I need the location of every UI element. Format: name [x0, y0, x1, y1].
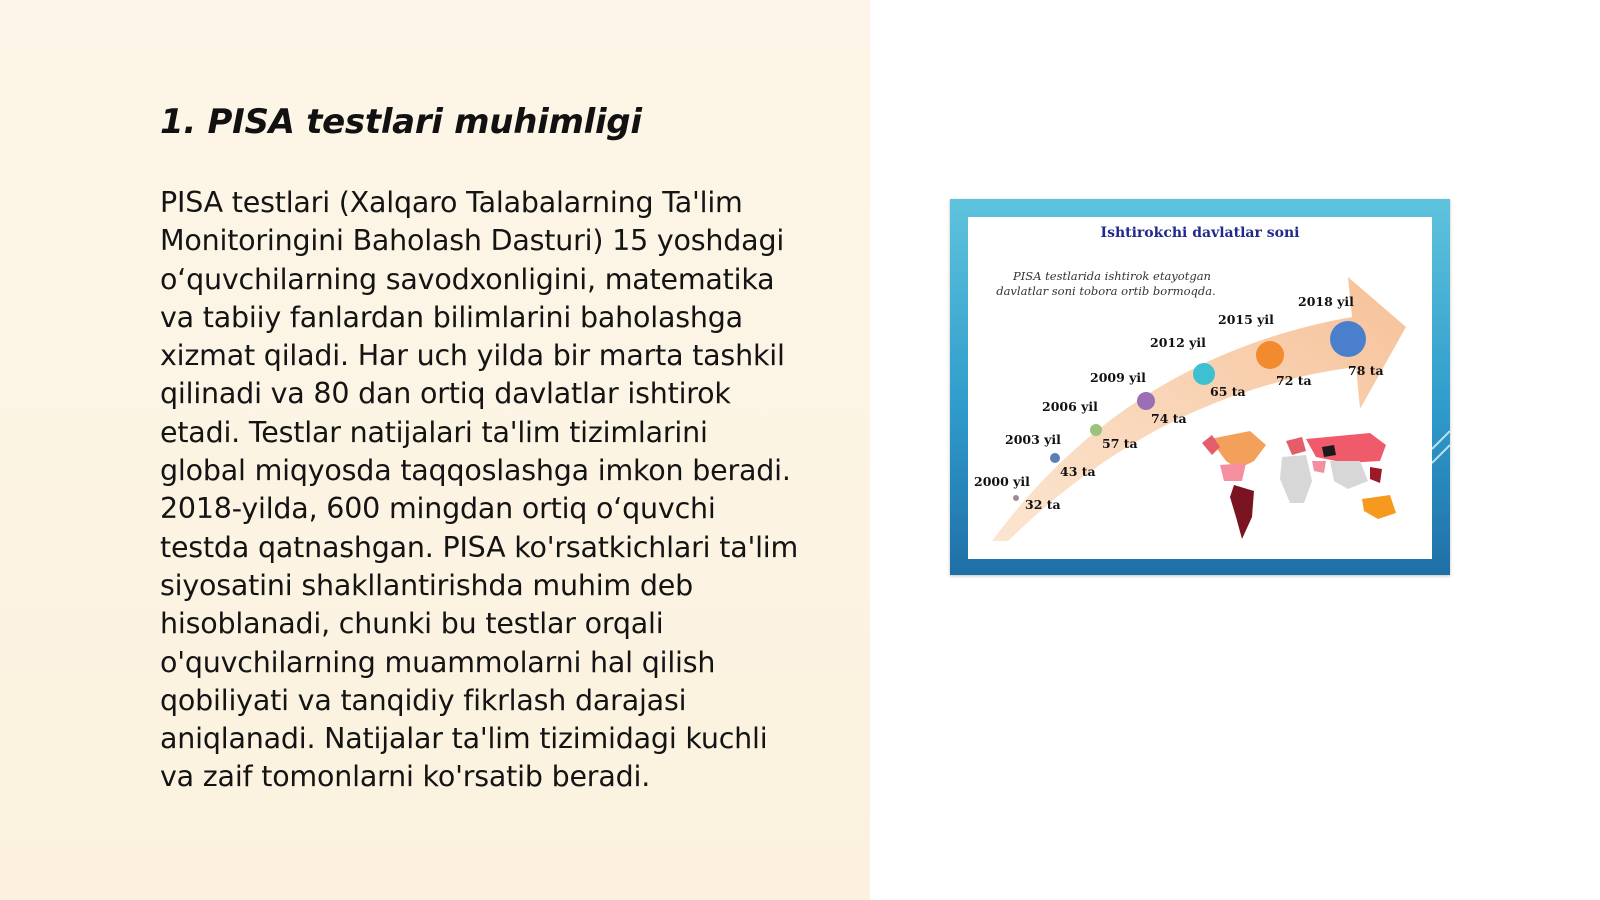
- infographic-svg: [950, 199, 1450, 575]
- year-label: 2012 yil: [1150, 335, 1206, 350]
- count-label: 57 ta: [1102, 436, 1138, 451]
- pisa-participation-infographic: [950, 199, 1450, 575]
- count-label: 72 ta: [1276, 373, 1312, 388]
- infographic-subtitle-line-1: PISA testlarida ishtirok etayotgan: [1013, 269, 1211, 283]
- count-label: 65 ta: [1210, 384, 1246, 399]
- body-line: qobiliyati va tanqidiy fikrlash darajasi: [160, 683, 687, 717]
- body-line: xizmat qiladi. Har uch yilda bir marta tashkil: [160, 339, 785, 373]
- count-label: 78 ta: [1348, 363, 1384, 378]
- count-label: 74 ta: [1151, 411, 1187, 426]
- data-point: [1050, 453, 1060, 463]
- data-point: [1256, 341, 1284, 369]
- decorative-streaks: [1432, 431, 1450, 463]
- body-paragraph: [160, 184, 840, 797]
- infographic-title: Ishtirokchi davlatlar soni: [1100, 225, 1300, 241]
- year-label: 2015 yil: [1218, 312, 1274, 327]
- body-line: PISA testlari (Xalqaro Talabalarning Ta'lim: [160, 186, 743, 219]
- data-point: [1013, 495, 1019, 501]
- year-label: 2018 yil: [1298, 294, 1354, 309]
- data-point: [1137, 392, 1155, 410]
- body-line: qilinadi va 80 dan ortiq davlatlar ishtirok: [160, 377, 731, 411]
- year-label: 2006 yil: [1042, 399, 1098, 414]
- body-line: etadi. Testlar natijalari ta'lim tizimlarini: [160, 415, 708, 449]
- body-line: va tabiiy fanlardan bilimlarini baholashga: [160, 300, 743, 334]
- slide-title: 1. PISA testlari muhimligi: [160, 102, 642, 142]
- body-line: global miqyosda taqqoslashga imkon beradi.: [160, 454, 791, 488]
- body-line: hisoblanadi, chunki bu testlar orqali: [160, 607, 664, 641]
- count-label: 43 ta: [1060, 464, 1096, 479]
- body-line: Monitoringini Baholash Dasturi) 15 yoshdagi: [160, 224, 785, 258]
- body-line: siyosatini shakllantirishda muhim deb: [160, 568, 693, 602]
- year-label: 2009 yil: [1090, 370, 1146, 385]
- data-point: [1090, 424, 1102, 436]
- body-line: aniqlanadi. Natijalar ta'lim tizimidagi kuchli: [160, 722, 768, 756]
- body-line: va zaif tomonlarni ko'rsatib beradi.: [160, 760, 651, 794]
- body-line: testda qatnashgan. PISA ko'rsatkichlari ta'lim: [160, 530, 799, 564]
- body-line: 2018-yilda, 600 mingdan ortiq o‘quvchi: [160, 492, 716, 526]
- infographic-subtitle-line-2: davlatlar soni tobora ortib bormoqda.: [996, 284, 1216, 298]
- data-point: [1193, 363, 1215, 385]
- count-label: 32 ta: [1025, 497, 1061, 512]
- body-line: o'quvchilarning muammolarni hal qilish: [160, 645, 716, 679]
- year-label: 2003 yil: [1005, 432, 1061, 447]
- body-line: o‘quvchilarning savodxonligini, matematika: [160, 262, 775, 296]
- data-point: [1330, 321, 1366, 357]
- year-label: 2000 yil: [974, 474, 1030, 489]
